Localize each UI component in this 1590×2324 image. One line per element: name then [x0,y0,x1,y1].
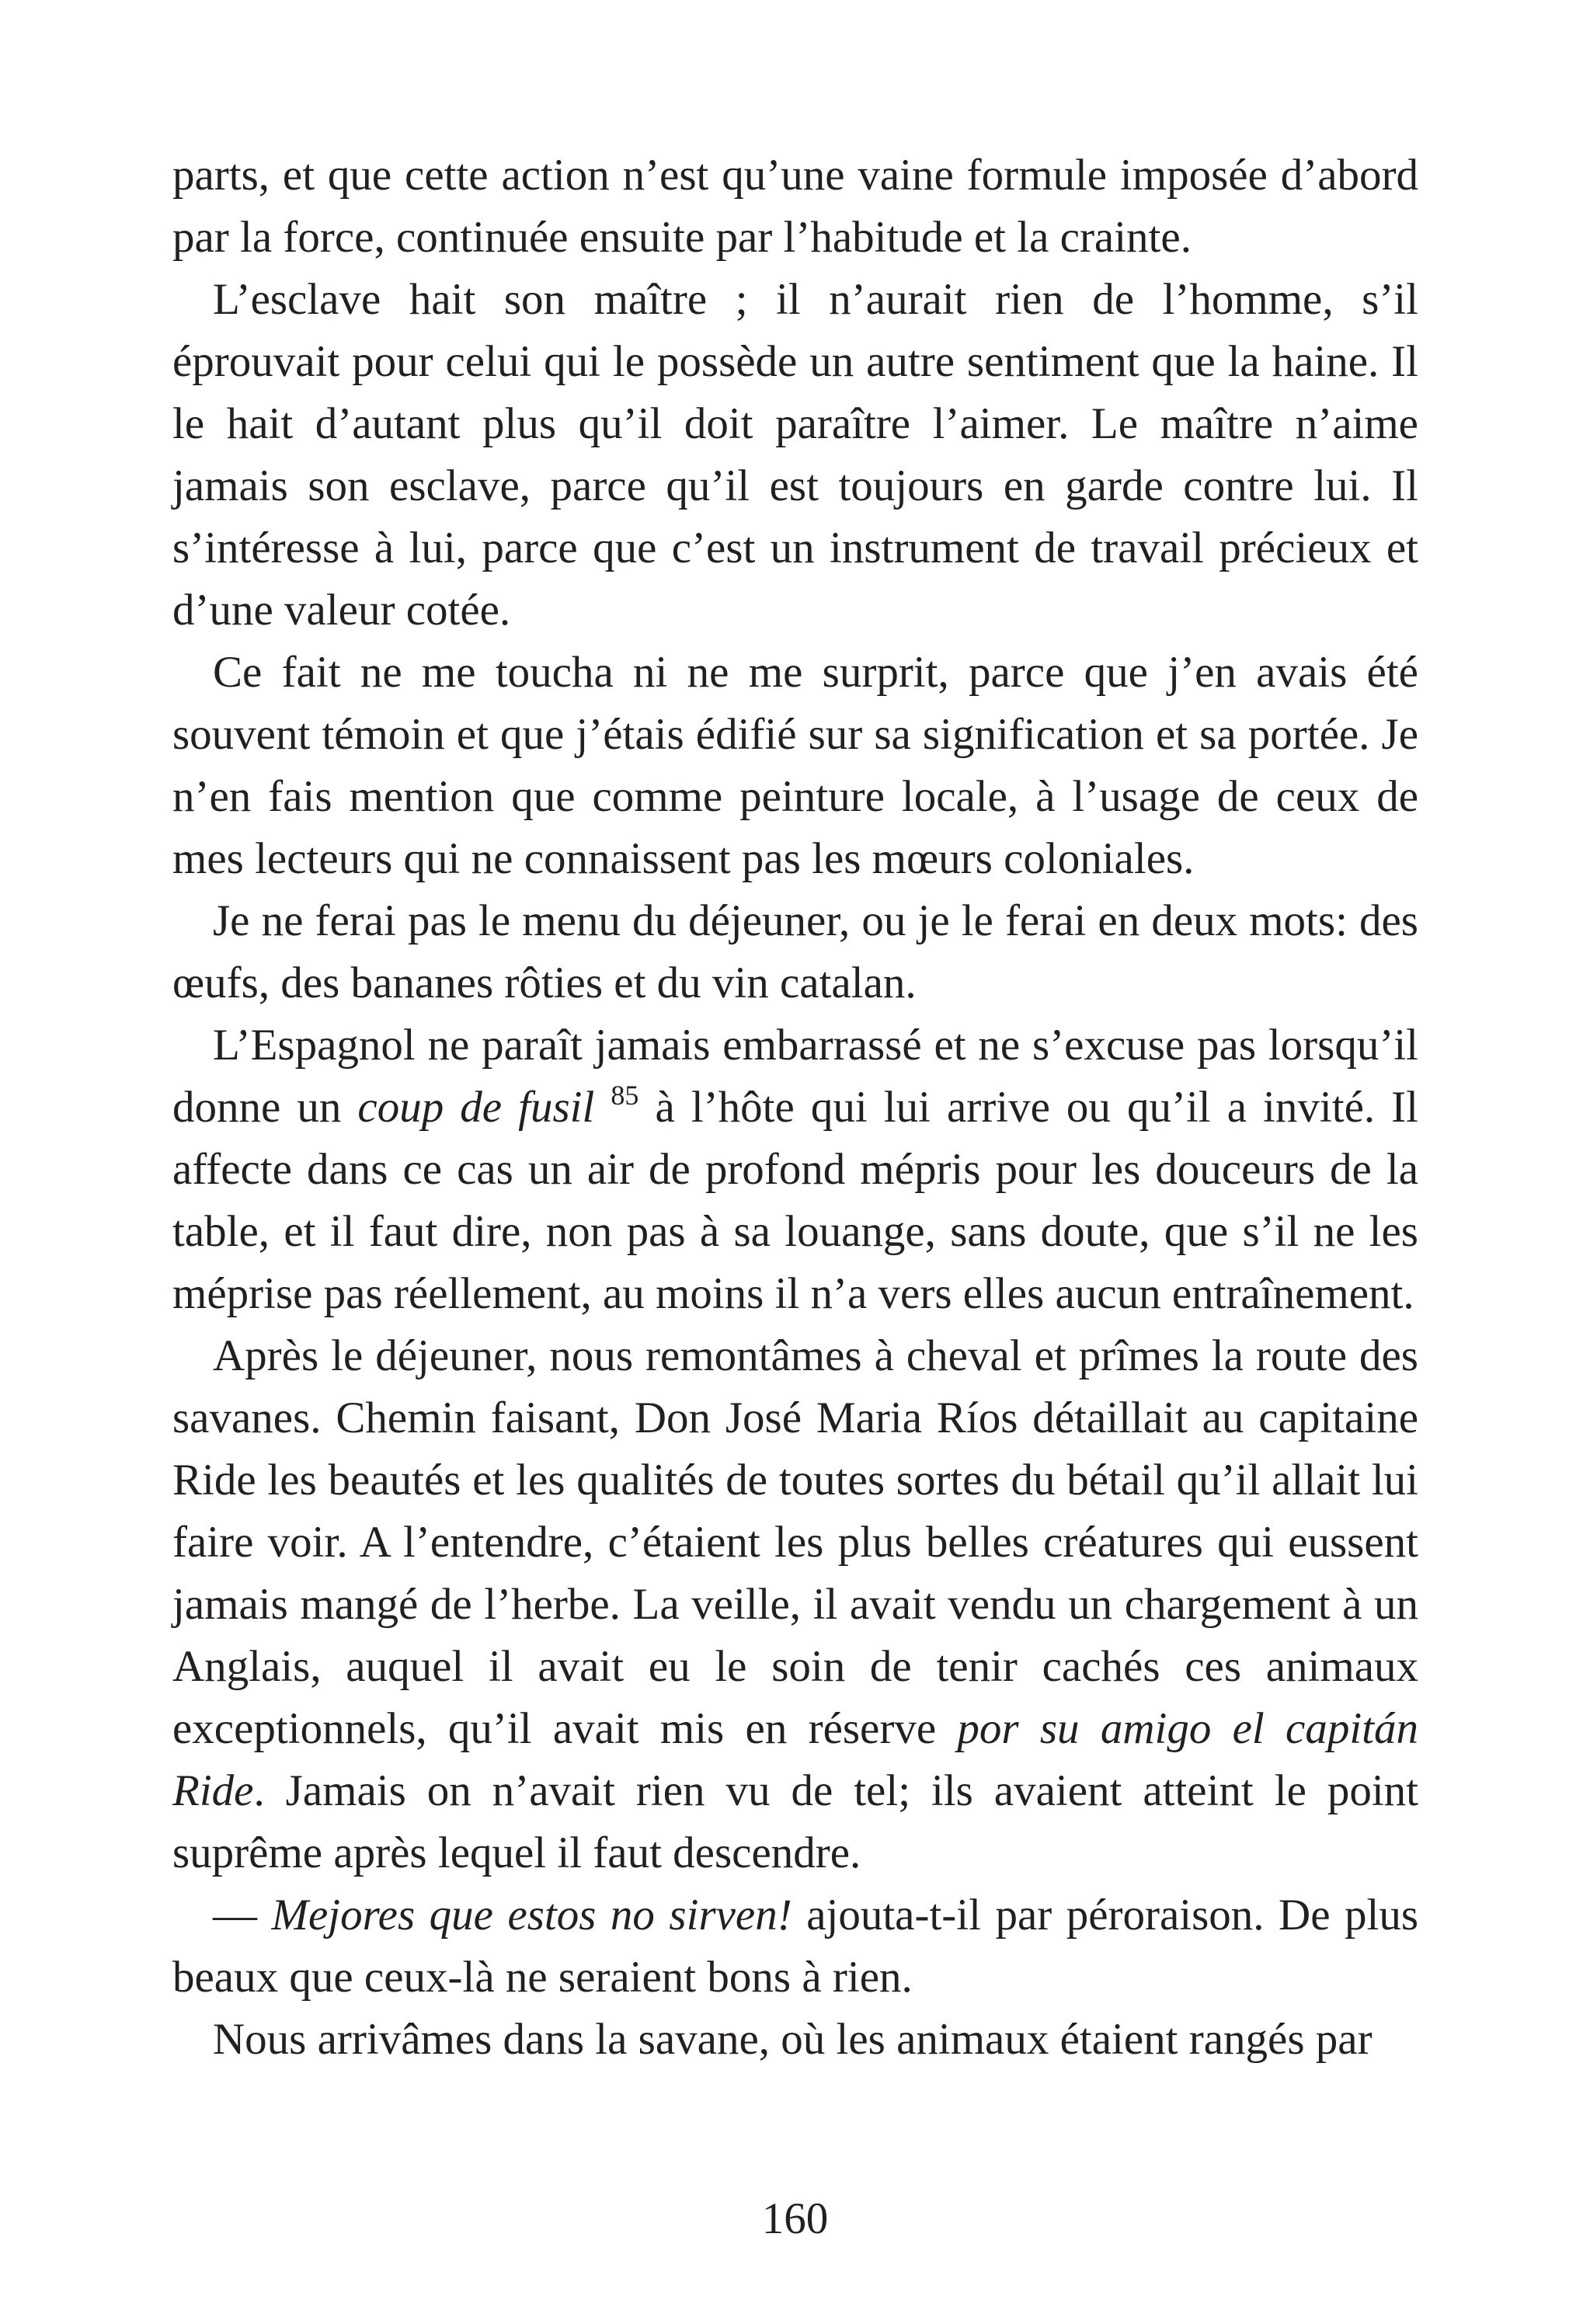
italic-phrase-coup-de-fusil: coup de fusil [357,1083,595,1132]
paragraph-1 [172,144,1418,269]
dialog-dash: — [213,1891,272,1940]
paragraph-6-text-a: Après le déjeuner, nous remontâmes à cheval et prîmes la route des savanes. Chemin faisant, Don José Maria Ríos détaillait au capitaine Ride les beautés et les qualités de toutes sortes du bétail qu’il allait lui faire voir. A l’entendre, c’étaient les plus belles créatures qui eussent jamais mangé de l’herbe. La veille, il avait vendu un chargement à un Anglais, auquel il avait eu le soin de tenir cachés ces animaux exceptionnels, qu’il avait mis en réserve [172,1331,1418,1753]
paragraph-2-text: L’esclave hait son maître ; il n’aurait rien de l’homme, s’il éprouvait pour celui qui le possède un autre sentiment que la haine. Il le hait d’autant plus qu’il doit paraître l’aimer. Le maître n’aime jamais son esclave, parce qu’il est toujours en garde contre lui. Il s’intéresse à lui, parce que c’est un instrument de travail précieux et d’une valeur cotée. [172,275,1418,635]
paragraph-5-text-b: à l’hôte qui lui arrive ou qu’il a invité. Il affecte dans ce cas un air de profond mépris pour les douceurs de la table, et il faut dire, non pas à sa louange, sans doute, que s’il ne les méprise pas réellement, au moins il n’a vers elles aucun entraînement. [172,1083,1418,1318]
paragraph-6-text-b: . Jamais on n’avait rien vu de tel; ils avaient atteint le point suprême après lequel il faut descendre. [172,1766,1418,1877]
paragraph-5 [172,1014,1418,1325]
italic-phrase-mejores: Mejores que estos no sirven! [271,1891,792,1940]
italic-phrase-por-su-amigo: por su amigo el capitán Ride [172,1704,1418,1815]
paragraph-4 [172,890,1418,1014]
paragraph-4-text: Je ne ferai pas le menu du déjeuner, ou je le ferai en deux mots: des œufs, des bananes rôties et du vin catalan. [172,896,1418,1007]
paragraph-3 [172,642,1418,890]
paragraph-5-space [594,1083,611,1132]
paragraph-1-text: parts, et que cette action n’est qu’une vaine formule imposée d’abord par la force, continuée ensuite par l’habitude et la crainte. [172,151,1418,262]
paragraph-2 [172,269,1418,642]
paragraph-7-text: ajouta-t-il par péroraison. De plus beaux que ceux-là ne seraient bons à rien. [172,1891,1419,2002]
body-text [172,144,1418,2071]
paragraph-3-text: Ce fait ne me toucha ni ne me surprit, parce que j’en avais été souvent témoin et que j’étais édifié sur sa signification et sa portée. Je n’en fais mention que comme peinture locale, à l’usage de ceux de mes lecteurs qui ne connaissent pas les mœurs coloniales. [172,648,1418,883]
paragraph-6 [172,1325,1418,1884]
footnote-marker[interactable]: 85 [611,1080,639,1111]
paragraph-8-text: Nous arrivâmes dans la savane, où les animaux étaient rangés par [213,2015,1373,2064]
paragraph-7 [172,1884,1418,2009]
paragraph-8 [172,2009,1418,2071]
page-number: 160 [761,2194,829,2243]
paragraph-5-text-a: L’Espagnol ne paraît jamais embarrassé et ne s’excuse pas lorsqu’il donne un [172,1021,1418,1132]
